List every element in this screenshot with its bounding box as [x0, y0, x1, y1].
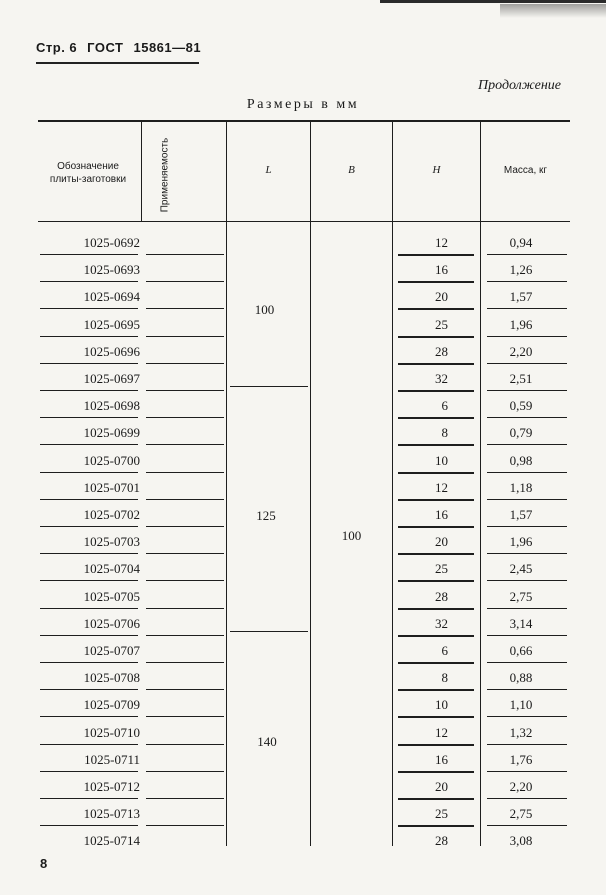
row-rule [398, 608, 474, 610]
row-rule [40, 417, 138, 418]
row-rule [146, 771, 224, 772]
row-rule [146, 499, 224, 500]
row-mass-value: 0,66 [509, 643, 533, 658]
row-rule [40, 472, 138, 473]
row-h-value: 25 [435, 316, 448, 332]
row-h-value: 28 [435, 343, 448, 359]
row-rule [398, 825, 474, 827]
table-top-rule [38, 120, 570, 122]
row-rule [487, 608, 567, 609]
row-code: 1025-0700 [83, 452, 140, 468]
col-sep-1 [141, 121, 142, 222]
row-rule [40, 825, 138, 826]
row-rule [40, 254, 138, 255]
col-header-B: B [348, 164, 355, 176]
row-rule [487, 580, 567, 581]
row-rule [398, 281, 474, 283]
row-rule [487, 363, 567, 364]
row-code: 1025-0710 [83, 724, 140, 740]
row-h-value: 16 [435, 507, 448, 522]
row-code: 1025-0706 [83, 615, 140, 631]
row-rule [487, 444, 567, 445]
row-rule [40, 526, 138, 527]
row-rule [487, 499, 567, 500]
row-rule [40, 716, 138, 717]
row-rule [146, 580, 224, 581]
row-rule [40, 336, 138, 337]
row-code: 1025-0714 [83, 833, 140, 849]
row-rule [146, 363, 224, 364]
row-h-value: 10 [435, 697, 448, 713]
row-rule [398, 308, 474, 310]
row-mass-value: 2,75 [509, 588, 533, 604]
col-sep-5 [480, 121, 481, 846]
merged-B-value: 100 [341, 528, 362, 543]
row-rule [146, 798, 224, 799]
row-rule [487, 281, 567, 282]
row-rule [487, 553, 567, 554]
row-h-value: 25 [435, 561, 448, 577]
row-rule [398, 390, 474, 392]
standard-number: 15861—81 [133, 40, 202, 55]
row-mass-value: 1,76 [509, 751, 533, 767]
row-rule [398, 689, 474, 691]
row-rule [40, 744, 138, 745]
row-rule [487, 308, 567, 309]
row-mass-value: 1,10 [509, 697, 533, 713]
row-h-value: 32 [435, 371, 448, 386]
row-rule [487, 825, 567, 826]
row-rule [146, 635, 224, 636]
row-rule [487, 771, 567, 772]
row-rule [398, 444, 474, 446]
row-rule [487, 662, 567, 663]
row-rule [40, 553, 138, 554]
col-sep-4 [392, 121, 393, 846]
row-rule [40, 363, 138, 364]
row-h-value: 12 [435, 724, 448, 740]
row-code: 1025-0702 [83, 507, 140, 522]
row-rule [398, 417, 474, 419]
row-rule [487, 689, 567, 690]
row-code: 1025-0697 [83, 371, 140, 386]
row-rule [487, 526, 567, 527]
row-rule [487, 336, 567, 337]
row-code: 1025-0704 [83, 561, 140, 577]
row-code: 1025-0707 [83, 643, 140, 658]
row-code: 1025-0708 [83, 670, 140, 686]
row-rule [146, 526, 224, 527]
col-header-applicability: Применяемость [159, 137, 171, 213]
row-mass-value: 1,18 [509, 479, 533, 495]
row-h-value: 16 [435, 751, 448, 767]
row-rule [398, 798, 474, 800]
row-rule [146, 281, 224, 282]
page-label: Стр. 6 [36, 40, 78, 55]
row-h-value: 8 [441, 425, 448, 441]
scan-shadow [500, 4, 606, 18]
row-rule [398, 580, 474, 582]
row-code: 1025-0699 [83, 425, 140, 441]
row-mass-value: 1,96 [509, 534, 533, 550]
row-rule [40, 499, 138, 500]
col-sep-3 [310, 121, 311, 846]
group-L-140: 140 [257, 734, 277, 749]
row-h-value: 16 [435, 262, 448, 278]
continuation-label: Продолжение [478, 78, 561, 93]
row-mass-value: 0,88 [509, 670, 533, 686]
row-rule [398, 771, 474, 773]
row-rule [398, 363, 474, 365]
row-mass-value: 0,79 [509, 425, 533, 441]
row-h-value: 12 [435, 479, 448, 495]
row-rule [146, 390, 224, 391]
row-mass-value: 0,98 [509, 452, 533, 468]
row-rule [487, 417, 567, 418]
header-underline [36, 62, 199, 64]
row-code: 1025-0711 [84, 751, 140, 767]
row-rule [398, 744, 474, 746]
row-mass-value: 0,94 [509, 235, 533, 250]
row-h-value: 20 [435, 779, 448, 794]
row-rule [398, 662, 474, 664]
row-h-value: 20 [435, 289, 448, 305]
col-header-H: H [432, 164, 441, 176]
row-rule [487, 472, 567, 473]
row-mass-value: 0,59 [509, 398, 533, 414]
row-rule [40, 308, 138, 309]
row-rule [40, 771, 138, 772]
row-code: 1025-0693 [83, 262, 140, 278]
units-caption: Размеры в мм [246, 97, 360, 112]
row-mass-value: 2,20 [509, 343, 533, 359]
row-rule [146, 744, 224, 745]
group-L-100: 100 [254, 302, 275, 317]
col-header-designation: Обозначение плиты-заготовки [49, 161, 127, 185]
row-rule [487, 635, 567, 636]
group-sep-1 [230, 386, 308, 387]
row-rule [487, 716, 567, 717]
standard-label: ГОСТ [87, 40, 124, 55]
row-rule [146, 472, 224, 473]
row-rule [398, 526, 474, 528]
row-code: 1025-0705 [83, 588, 140, 604]
row-rule [487, 254, 567, 255]
row-mass-value: 2,20 [509, 779, 533, 794]
group-sep-2 [230, 631, 308, 632]
row-h-value: 32 [435, 615, 448, 631]
row-code: 1025-0709 [83, 697, 140, 713]
row-rule [146, 553, 224, 554]
row-rule [40, 390, 138, 391]
row-rule [40, 798, 138, 799]
row-rule [398, 553, 474, 555]
row-h-value: 28 [435, 588, 448, 604]
row-rule [146, 689, 224, 690]
row-mass-value: 3,14 [509, 615, 533, 631]
row-mass-value: 2,75 [509, 806, 533, 822]
row-rule [398, 472, 474, 474]
page-header [36, 40, 201, 55]
row-code: 1025-0698 [83, 398, 140, 414]
row-mass-value: 1,26 [509, 262, 533, 278]
row-rule [40, 281, 138, 282]
col-header-L: L [265, 164, 272, 176]
row-rule [398, 635, 474, 637]
row-mass-value: 2,45 [509, 561, 533, 577]
row-rule [40, 662, 138, 663]
row-rule [146, 662, 224, 663]
page-number: 8 [40, 856, 48, 871]
row-rule [146, 308, 224, 309]
row-rule [487, 798, 567, 799]
row-mass-value: 2,51 [509, 371, 533, 386]
row-rule [40, 635, 138, 636]
row-rule [146, 716, 224, 717]
row-h-value: 10 [435, 452, 448, 468]
row-rule [398, 716, 474, 718]
row-rule [146, 444, 224, 445]
row-code: 1025-0692 [83, 235, 140, 250]
row-h-value: 12 [435, 235, 448, 250]
row-mass-value: 1,96 [509, 316, 533, 332]
row-rule [40, 580, 138, 581]
row-rule [146, 608, 224, 609]
row-rule [146, 336, 224, 337]
row-h-value: 28 [435, 833, 448, 849]
row-rule [40, 444, 138, 445]
row-code: 1025-0713 [83, 806, 140, 822]
row-code: 1025-0712 [83, 779, 140, 794]
row-rule [40, 689, 138, 690]
row-h-value: 8 [441, 670, 448, 686]
row-rule [40, 608, 138, 609]
row-code: 1025-0696 [83, 343, 140, 359]
row-code: 1025-0694 [83, 289, 140, 305]
row-rule [146, 825, 224, 826]
table-header-rule [38, 221, 570, 222]
row-rule [487, 744, 567, 745]
row-code: 1025-0695 [83, 316, 140, 332]
group-L-125: 125 [256, 508, 276, 523]
row-rule [398, 254, 474, 256]
row-rule [398, 336, 474, 338]
row-rule [398, 499, 474, 501]
row-mass-value: 3,08 [509, 833, 533, 849]
row-h-value: 20 [435, 534, 448, 550]
row-code: 1025-0701 [83, 479, 140, 495]
row-rule [487, 390, 567, 391]
row-h-value: 25 [435, 806, 448, 822]
row-code: 1025-0703 [83, 534, 140, 550]
row-mass-value: 1,57 [509, 289, 533, 305]
row-h-value: 6 [441, 643, 448, 658]
col-header-mass: Масса, кг [503, 165, 548, 176]
row-mass-value: 1,57 [509, 507, 533, 522]
scan-edge-mark [380, 0, 606, 3]
row-h-value: 6 [441, 398, 448, 414]
row-mass-value: 1,32 [509, 724, 533, 740]
row-rule [146, 417, 224, 418]
row-rule [146, 254, 224, 255]
